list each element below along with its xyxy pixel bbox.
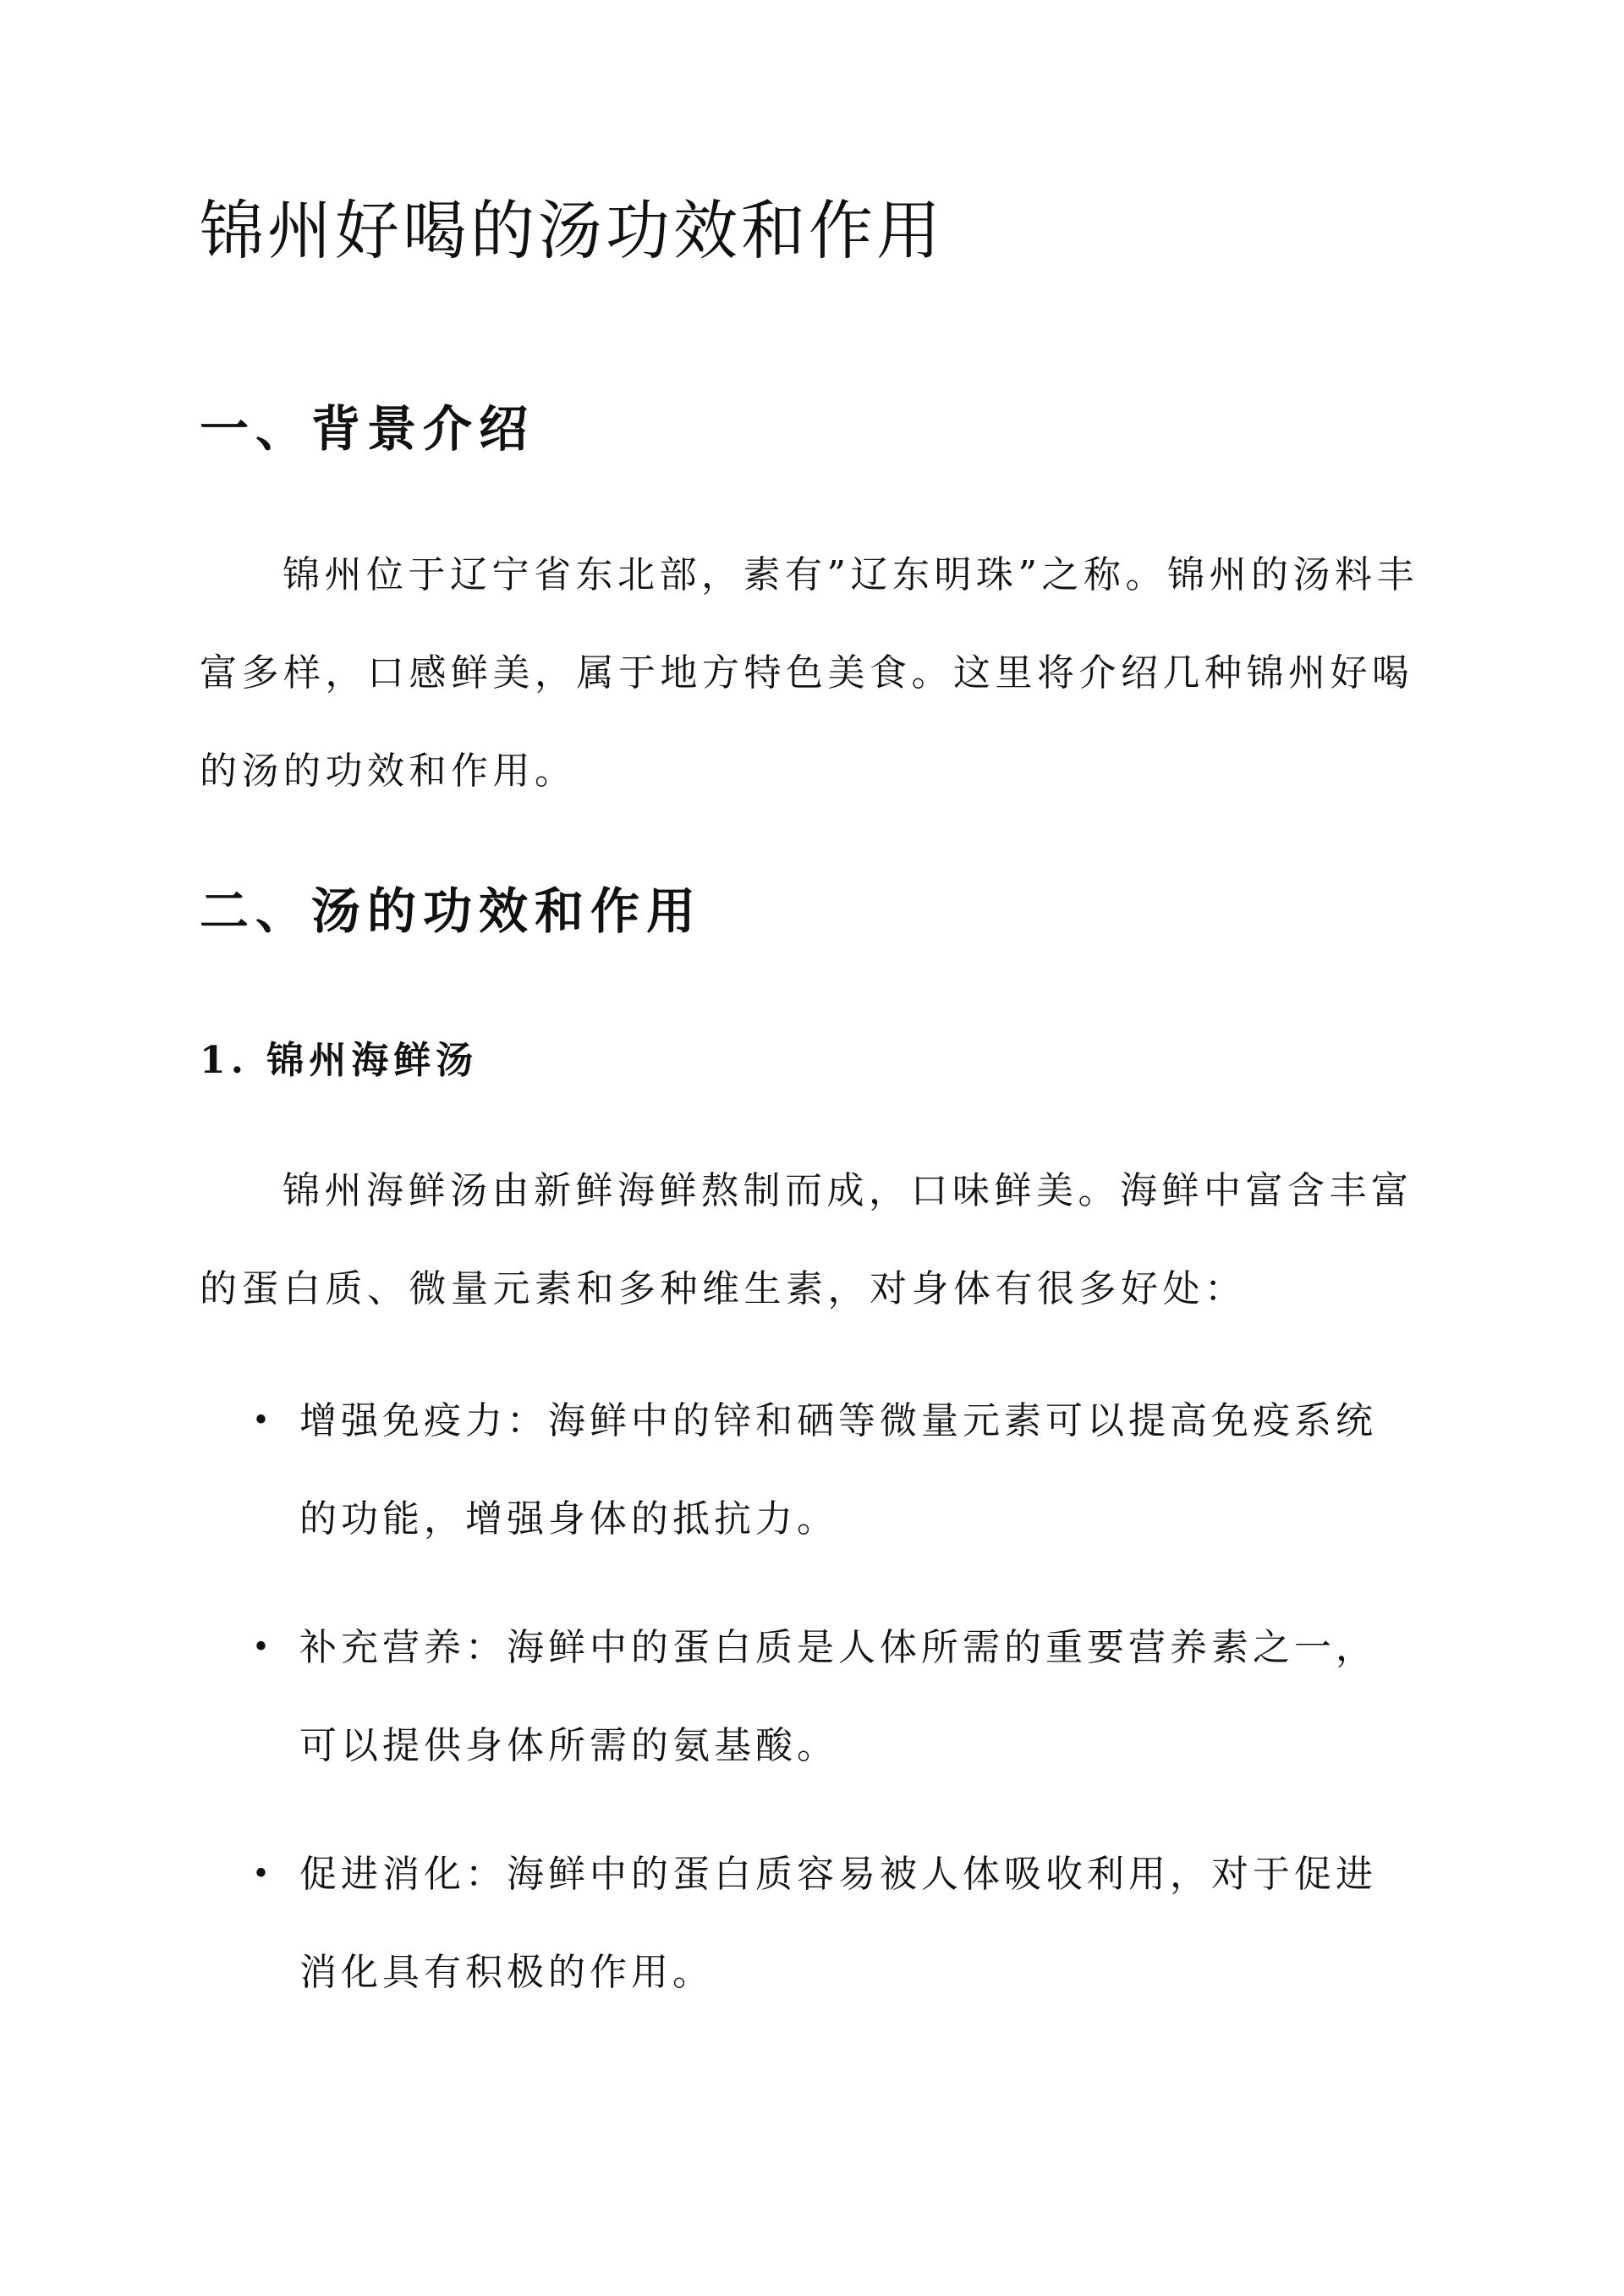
list-item-text: 促进消化：海鲜中的蛋白质容易被人体吸收利用，对于促进消化具有积极的作用。 [299, 1853, 1377, 1994]
bullet-point: • [251, 1403, 275, 1438]
list-item-text: 增强免疫力：海鲜中的锌和硒等微量元素可以提高免疫系统的功能，增强身体的抵抗力。 [299, 1399, 1377, 1541]
seafood-benefits-list [200, 1372, 1435, 2052]
list-item [200, 1826, 1435, 2022]
list-item-text: 补充营养：海鲜中的蛋白质是人体所需的重要营养素之一，可以提供身体所需的氨基酸。 [299, 1626, 1377, 1767]
list-item [200, 1372, 1435, 1568]
section-heading-background: 一、背景介绍 [200, 400, 535, 458]
bullet-point: • [251, 1857, 275, 1892]
background-paragraph: 锦州位于辽宁省东北部，素有”辽东明珠”之称。锦州的汤料丰富多样，口感鲜美，属于地方特色美食。这里将介绍几种锦州好喝的汤的功效和作用。 [200, 553, 1418, 793]
section-heading-effects: 二、汤的功效和作用 [200, 882, 703, 940]
seafood-soup-paragraph: 锦州海鲜汤由新鲜海鲜熬制而成，口味鲜美。海鲜中富含丰富的蛋白质、微量元素和多种维生素，对身体有很多好处： [200, 1169, 1413, 1310]
document-title: 锦州好喝的汤功效和作用 [200, 193, 944, 268]
subsection-heading-seafood-soup: 1. 锦州海鲜汤 [200, 1039, 479, 1082]
bullet-point: • [251, 1630, 275, 1665]
list-item [200, 1599, 1435, 1795]
